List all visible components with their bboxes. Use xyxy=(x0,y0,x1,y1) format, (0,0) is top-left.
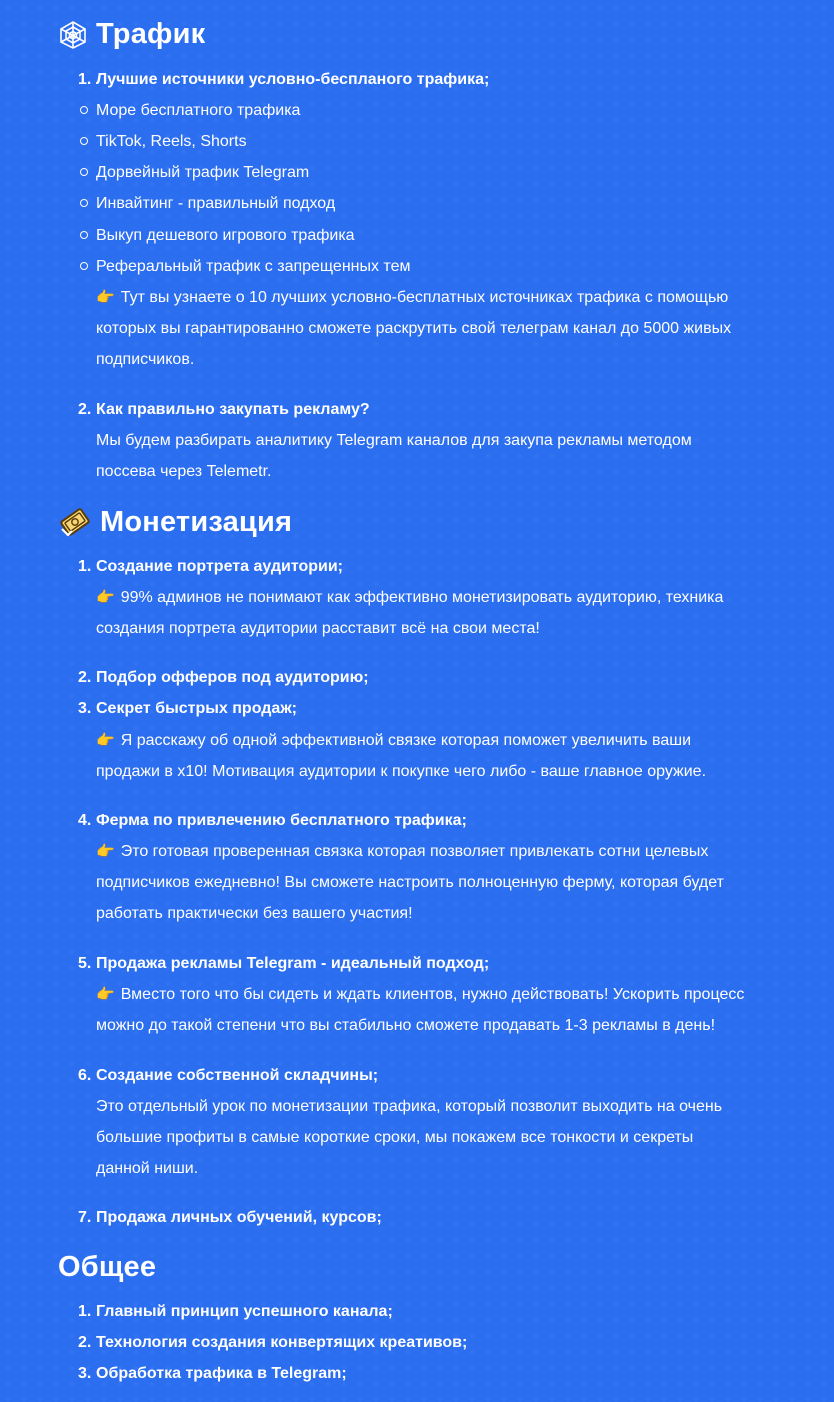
traffic-title: Трафик xyxy=(96,18,206,50)
traffic-heading xyxy=(58,18,205,51)
circle-bullet-icon xyxy=(80,137,88,145)
general-item-1: 1. Главный принцип успешного канала; xyxy=(78,1303,393,1320)
traffic-item-2-desc: поссева через Telemetr. xyxy=(96,463,272,480)
monetization-item-4-desc: подписчиков ежедневно! Вы сможете настроить полноценную ферму, которая будет xyxy=(96,874,724,891)
circle-bullet-icon xyxy=(80,262,88,270)
monetization-heading xyxy=(58,505,292,539)
monetization-title: Монетизация xyxy=(100,505,293,538)
monetization-item-4: 4. Ферма по привлечению бесплатного трафика; xyxy=(78,812,467,829)
monetization-item-2: 2. Подбор офферов под аудиторию; xyxy=(78,669,369,686)
monetization-item-3-desc: продажи в х10! Мотивация аудитории к покупке чего либо - ваше главное оружие. xyxy=(96,763,707,780)
list-item: Инвайтинг - правильный подход xyxy=(78,188,335,219)
monetization-item-3: 3. Секрет быстрых продаж; xyxy=(78,700,297,717)
monetization-item-6-desc: большие профиты в самые короткие сроки, мы покажем все тонкости и секреты xyxy=(96,1129,694,1146)
monetization-item-5-desc: можно до такой степени что вы стабильно сможете продавать 1-3 рекламы в день! xyxy=(96,1017,716,1034)
monetization-item-3-desc: 👉 Я расскажу об одной эффективной связке которая поможет увеличить ваши xyxy=(96,725,691,756)
traffic-item-2: 2. Как правильно закупать рекламу? xyxy=(78,401,370,418)
pointing-hand-icon: 👉 xyxy=(96,732,115,749)
monetization-item-1: 1. Создание портрета аудитории; xyxy=(78,558,344,575)
monetization-item-5: 5. Продажа рекламы Telegram - идеальный подход; xyxy=(78,955,490,972)
monetization-item-6: 6. Создание собственной складчины; xyxy=(78,1067,379,1084)
money-icon xyxy=(58,505,92,539)
list-item: TikTok, Reels, Shorts xyxy=(78,126,247,157)
circle-bullet-icon xyxy=(80,199,88,207)
monetization-item-6-desc: Это отдельный урок по монетизации трафика, который позволит выходить на очень xyxy=(96,1098,723,1115)
list-item: Дорвейный трафик Telegram xyxy=(78,157,309,188)
monetization-item-5-desc: 👉 Вместо того что бы сидеть и ждать клиентов, нужно действовать! Ускорить процесс xyxy=(96,979,744,1010)
spiderweb-icon xyxy=(58,20,88,50)
monetization-item-4-desc: 👉 Это готовая проверенная связка которая позволяет привлекать сотни целевых xyxy=(96,836,708,867)
monetization-item-1-desc: 👉 99% админов не понимают как эффективно монетизировать аудиторию, техника xyxy=(96,582,723,613)
circle-bullet-icon xyxy=(80,106,88,114)
general-heading xyxy=(58,1251,156,1284)
traffic-item-1-desc: которых вы гарантированно сможете раскрутить свой телеграм канал до 5000 живых xyxy=(96,320,732,337)
monetization-item-7: 7. Продажа личных обучений, курсов; xyxy=(78,1209,382,1226)
monetization-item-4-desc: работать практически без вашего участия! xyxy=(96,905,413,922)
general-item-3: 3. Обработка трафика в Telegram; xyxy=(78,1365,347,1382)
monetization-item-6-desc: данной ниши. xyxy=(96,1160,199,1177)
circle-bullet-icon xyxy=(80,168,88,176)
pointing-hand-icon: 👉 xyxy=(96,986,115,1003)
traffic-item-1-desc: 👉 Тут вы узнаете о 10 лучших условно-бесплатных источниках трафика с помощью xyxy=(96,282,728,313)
traffic-item-1-desc: подписчиков. xyxy=(96,351,195,368)
list-item: Выкуп дешевого игрового трафика xyxy=(78,220,355,251)
list-item: Море бесплатного трафика xyxy=(78,95,300,126)
circle-bullet-icon xyxy=(80,231,88,239)
general-title: Общее xyxy=(58,1251,157,1283)
monetization-item-1-desc: создания портрета аудитории расставит всё на свои места! xyxy=(96,620,540,637)
pointing-hand-icon: 👉 xyxy=(96,589,115,606)
list-item: Реферальный трафик с запрещенных тем xyxy=(78,251,410,282)
pointing-hand-icon: 👉 xyxy=(96,289,115,306)
general-item-2: 2. Технология создания конвертящих креативов; xyxy=(78,1334,468,1351)
traffic-item-1: 1. Лучшие источники условно-беспланого трафика; xyxy=(78,71,490,88)
pointing-hand-icon: 👉 xyxy=(96,843,115,860)
traffic-item-2-desc: Мы будем разбирать аналитику Telegram каналов для закупа рекламы методом xyxy=(96,432,692,449)
